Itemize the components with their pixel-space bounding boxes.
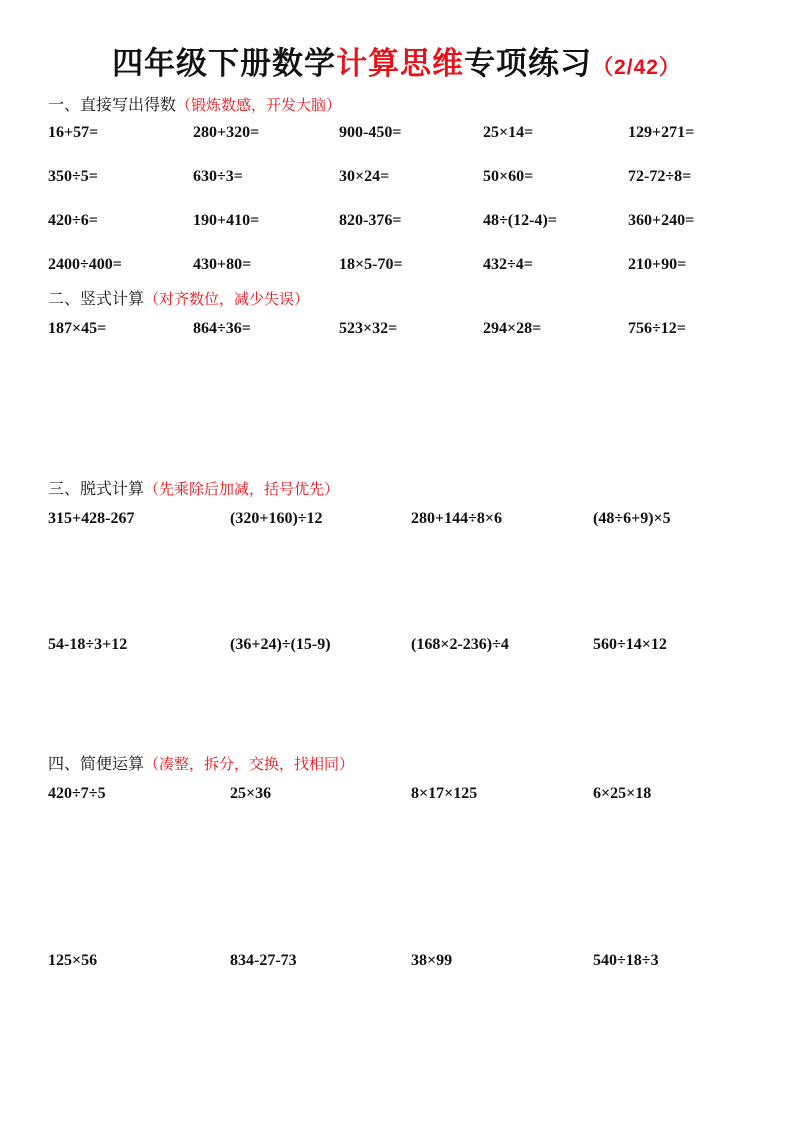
problem: 294×28= xyxy=(483,320,542,337)
section-2-heading xyxy=(48,286,309,309)
problem: 129+271= xyxy=(628,124,695,141)
problem: 430+80= xyxy=(193,256,252,273)
problem: (168×2-236)÷4 xyxy=(411,636,509,653)
title-main: 四年级下册数学 xyxy=(112,46,337,82)
problem: 280+320= xyxy=(193,124,260,141)
section-1-heading xyxy=(48,92,341,115)
problem: 190+410= xyxy=(193,212,260,229)
problem: 540÷18÷3 xyxy=(593,952,659,969)
problem: 900-450= xyxy=(339,124,402,141)
problem: 25×14= xyxy=(483,124,534,141)
problem: 25×36 xyxy=(230,785,272,802)
problem: 315+428-267 xyxy=(48,510,135,527)
problem: 125×56 xyxy=(48,952,98,969)
problem: 16+57= xyxy=(48,124,99,141)
problem: 210+90= xyxy=(628,256,687,273)
problem: 350÷5= xyxy=(48,168,98,185)
problem: 30×24= xyxy=(339,168,390,185)
page-number: （2/42） xyxy=(592,56,681,79)
problem: (36+24)÷(15-9) xyxy=(230,636,331,653)
problem: 72-72÷8= xyxy=(628,168,692,185)
problem: 560÷14×12 xyxy=(593,636,667,653)
problem: 6×25×18 xyxy=(593,785,652,802)
problem: 8×17×125 xyxy=(411,785,478,802)
section-3-title: 三、脱式计算 xyxy=(48,479,145,498)
problem: 18×5-70= xyxy=(339,256,403,273)
problem: 187×45= xyxy=(48,320,107,337)
problem: 432÷4= xyxy=(483,256,533,273)
problem: 630÷3= xyxy=(193,168,243,185)
problem: 280+144÷8×6 xyxy=(411,510,503,527)
section-3-heading xyxy=(48,476,339,499)
section-2-tip: （对齐数位，减少失误） xyxy=(144,290,310,308)
problem: 756÷12= xyxy=(628,320,686,337)
section-4-tip: （凑整，拆分，交换，找相同） xyxy=(144,755,355,773)
page-title xyxy=(0,38,793,83)
problem: 38×99 xyxy=(411,952,453,969)
title-highlight: 计算思维 xyxy=(336,46,465,82)
problem: 48÷(12-4)= xyxy=(483,212,557,229)
problem: 360+240= xyxy=(628,212,695,229)
problem: (320+160)÷12 xyxy=(230,510,323,527)
section-4-title: 四、简便运算 xyxy=(48,754,145,773)
problem: 834-27-73 xyxy=(230,952,297,969)
problem: (48÷6+9)×5 xyxy=(593,510,671,527)
section-1-tip: （锻炼数感，开发大脑） xyxy=(176,96,342,114)
section-2-title: 二、竖式计算 xyxy=(48,289,145,308)
section-4-heading xyxy=(48,751,354,774)
problem: 54-18÷3+12 xyxy=(48,636,128,653)
problem: 420÷7÷5 xyxy=(48,785,106,802)
problem: 523×32= xyxy=(339,320,398,337)
problem: 420÷6= xyxy=(48,212,98,229)
section-1-title: 一、直接写出得数 xyxy=(48,95,177,114)
problem: 2400÷400= xyxy=(48,256,122,273)
problem: 50×60= xyxy=(483,168,534,185)
problem: 864÷36= xyxy=(193,320,251,337)
section-3-tip: （先乘除后加减，括号优先） xyxy=(144,480,340,498)
problem: 820-376= xyxy=(339,212,402,229)
title-rest: 专项练习 xyxy=(464,46,593,82)
